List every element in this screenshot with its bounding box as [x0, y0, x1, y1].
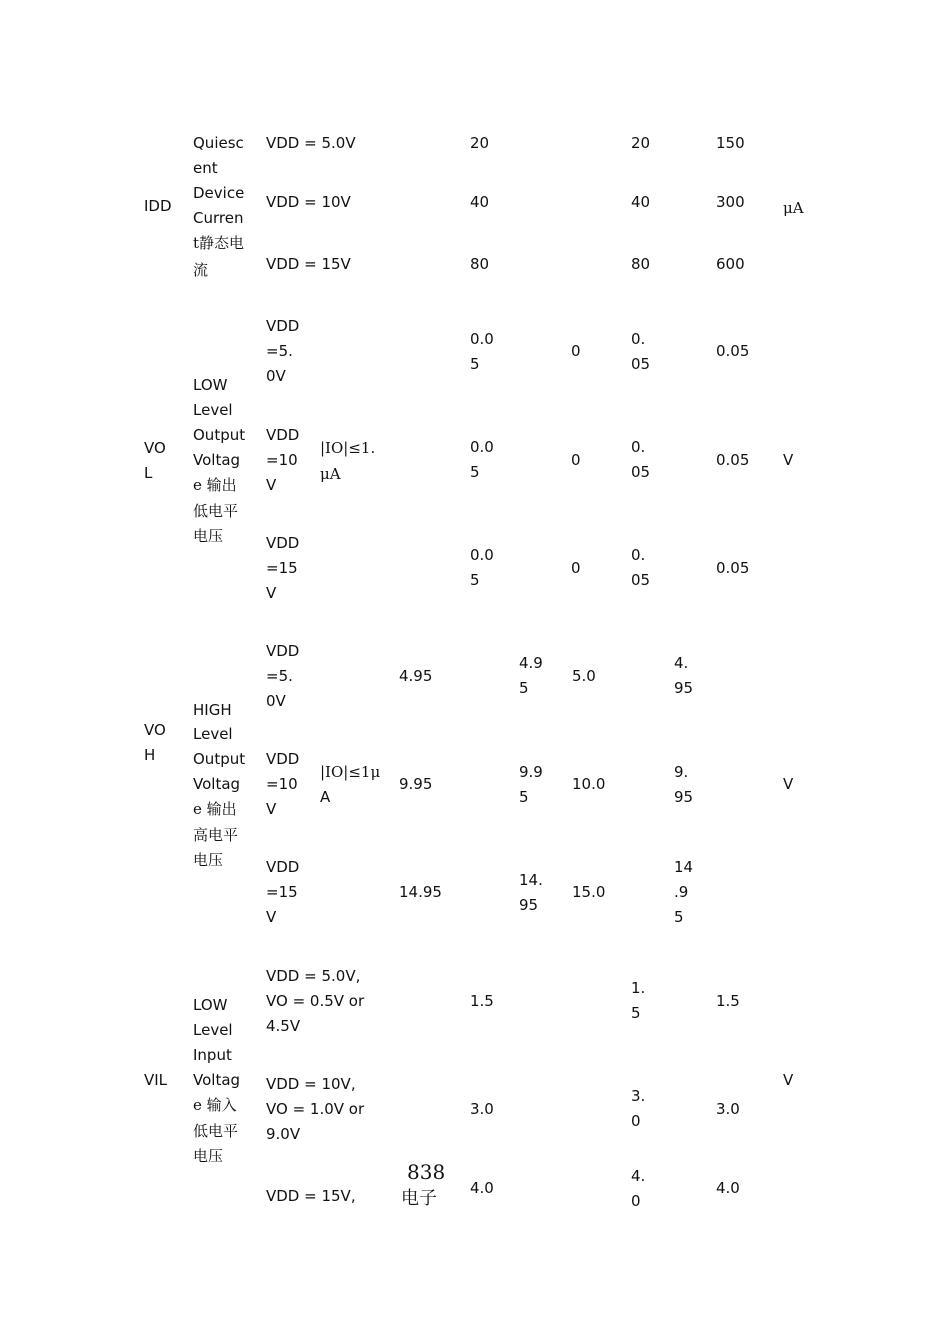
value: 40	[470, 193, 490, 211]
condition: V	[266, 584, 277, 602]
value: 14.	[519, 871, 543, 889]
symbol-voh: VO	[144, 721, 166, 739]
value: 15.0	[572, 883, 606, 901]
condition: VDD	[266, 642, 300, 660]
value: 4.	[631, 1167, 646, 1185]
value: 5	[631, 1004, 641, 1022]
value: 0.05	[716, 342, 750, 360]
value: 0	[571, 451, 581, 469]
condition: VDD = 5.0V,	[266, 967, 361, 985]
unit: V	[783, 451, 794, 469]
value: 0.0	[470, 438, 494, 456]
value: 5	[674, 908, 684, 926]
value: 5	[519, 679, 529, 697]
value: 9.	[674, 763, 689, 781]
value: 0	[571, 342, 581, 360]
param-line: Curren	[193, 209, 244, 227]
value: 300	[716, 193, 745, 211]
condition: VDD = 10V	[266, 193, 351, 211]
condition: VDD	[266, 858, 300, 876]
param-line: 电压	[193, 527, 224, 545]
param-line: Device	[193, 184, 245, 202]
param-line: 低电平	[193, 502, 239, 520]
symbol-vol: L	[144, 464, 153, 482]
condition: VDD	[266, 534, 300, 552]
param-line: Voltag	[193, 451, 241, 469]
condition: 4.5V	[266, 1017, 301, 1035]
param-line: Voltag	[193, 1071, 241, 1089]
io-condition: |IO|≤1μ	[320, 763, 381, 781]
param-line: 高电平	[193, 826, 239, 844]
param-line: e 输出	[193, 800, 237, 818]
condition: VDD = 10V,	[266, 1075, 356, 1093]
value: 9.95	[399, 775, 433, 793]
param-line: Output	[193, 426, 246, 444]
value: 0.	[631, 546, 646, 564]
value: 0	[571, 559, 581, 577]
symbol-idd: IDD	[144, 197, 172, 215]
param-line: HIGH	[193, 701, 232, 719]
condition: =10	[266, 775, 298, 793]
param-line: Level	[193, 1021, 233, 1039]
param-line: LOW	[193, 996, 228, 1014]
param-line: 电压	[193, 851, 224, 869]
value: 4.0	[716, 1179, 740, 1197]
value: 20	[631, 134, 651, 152]
symbol-voh: H	[144, 746, 156, 764]
value: 0.05	[716, 451, 750, 469]
value: 95	[674, 679, 694, 697]
condition: 9.0V	[266, 1125, 301, 1143]
param-line: Level	[193, 401, 233, 419]
value: .9	[674, 883, 689, 901]
value: 1.	[631, 979, 646, 997]
unit: V	[783, 1071, 794, 1089]
param-line: e 输入	[193, 1096, 237, 1114]
io-condition: μA	[320, 465, 341, 483]
condition: VDD = 15V,	[266, 1187, 356, 1205]
value: 3.0	[716, 1100, 740, 1118]
condition: VO = 1.0V or	[266, 1100, 365, 1118]
value: 0.05	[716, 559, 750, 577]
value: 4.0	[470, 1179, 494, 1197]
condition: V	[266, 476, 277, 494]
value: 4.9	[519, 654, 543, 672]
condition: VO = 0.5V or	[266, 992, 365, 1010]
value: 05	[631, 355, 651, 373]
param-line: LOW	[193, 376, 228, 394]
param-line: Quiesc	[193, 134, 244, 152]
io-condition: |IO|≤1.	[320, 439, 376, 457]
watermark-text: 电子	[401, 1188, 437, 1209]
value: 95	[519, 896, 539, 914]
value: 14.95	[399, 883, 442, 901]
value: 5	[470, 571, 480, 589]
value: 5.0	[572, 667, 596, 685]
value: 0.0	[470, 330, 494, 348]
param-line: 低电平	[193, 1122, 239, 1140]
value: 40	[631, 193, 651, 211]
param-line: ent	[193, 159, 218, 177]
param-line: Output	[193, 750, 246, 768]
value: 5	[470, 463, 480, 481]
value: 9.9	[519, 763, 543, 781]
value: 10.0	[572, 775, 606, 793]
value: 20	[470, 134, 490, 152]
io-condition: A	[320, 788, 331, 806]
value: 3.0	[470, 1100, 494, 1118]
condition: =15	[266, 559, 298, 577]
condition: VDD = 5.0V	[266, 134, 356, 152]
value: 0	[631, 1192, 641, 1210]
condition: 0V	[266, 692, 286, 710]
condition: 0V	[266, 367, 286, 385]
value: 5	[470, 355, 480, 373]
value: 05	[631, 571, 651, 589]
condition: =15	[266, 883, 298, 901]
value: 80	[631, 255, 651, 273]
symbol-vol: VO	[144, 439, 166, 457]
value: 0	[631, 1112, 641, 1130]
value: 4.95	[399, 667, 433, 685]
value: 600	[716, 255, 745, 273]
value: 5	[519, 788, 529, 806]
unit: V	[783, 775, 794, 793]
value: 150	[716, 134, 745, 152]
condition: =10	[266, 451, 298, 469]
param-line: Level	[193, 725, 233, 743]
value: 0.0	[470, 546, 494, 564]
condition: VDD = 15V	[266, 255, 351, 273]
value: 3.	[631, 1087, 646, 1105]
param-line: e 输出	[193, 476, 237, 494]
value: 05	[631, 463, 651, 481]
condition: =5.	[266, 667, 293, 685]
condition: V	[266, 908, 277, 926]
condition: =5.	[266, 342, 293, 360]
param-line: t静态电	[193, 234, 245, 252]
param-line: Input	[193, 1046, 232, 1064]
param-line: Voltag	[193, 775, 241, 793]
param-line: 流	[193, 261, 209, 279]
symbol-vil: VIL	[144, 1071, 168, 1089]
condition: VDD	[266, 750, 300, 768]
value: 1.5	[716, 992, 740, 1010]
param-line: 电压	[193, 1147, 224, 1165]
value: 0.	[631, 438, 646, 456]
value: 4.	[674, 654, 689, 672]
value: 0.	[631, 330, 646, 348]
watermark-number: 838	[407, 1160, 446, 1184]
value: 1.5	[470, 992, 494, 1010]
unit: μA	[783, 199, 804, 217]
value: 14	[674, 858, 694, 876]
value: 95	[674, 788, 694, 806]
condition: V	[266, 800, 277, 818]
condition: VDD	[266, 317, 300, 335]
condition: VDD	[266, 426, 300, 444]
value: 80	[470, 255, 490, 273]
